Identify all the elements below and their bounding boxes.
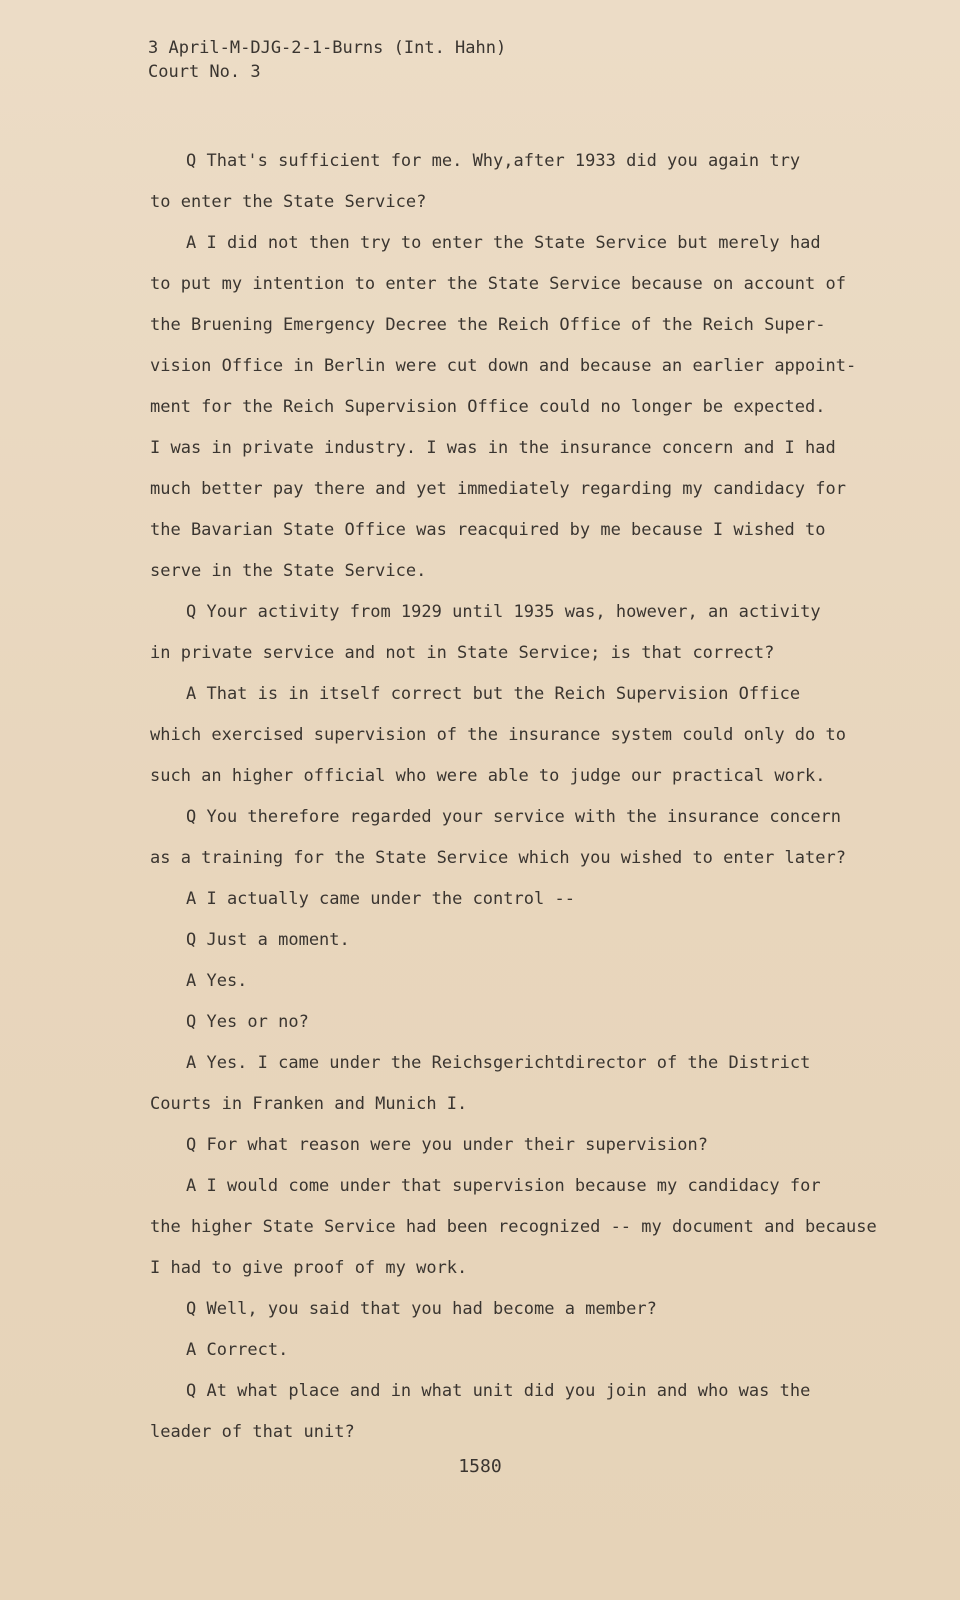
transcript-line: as a training for the State Service which you wished to enter later? [150, 848, 846, 868]
transcript-line: the Bruening Emergency Decree the Reich Office of the Reich Super- [150, 315, 826, 335]
transcript-line: Q Your activity from 1929 until 1935 was, however, an activity [186, 602, 821, 622]
transcript-line: which exercised supervision of the insurance system could only do to [150, 725, 846, 745]
document-header [148, 36, 506, 84]
transcript-line: in private service and not in State Service; is that correct? [150, 643, 775, 663]
transcript-line: Q You therefore regarded your service with the insurance concern [186, 807, 842, 827]
transcript-line: I was in private industry. I was in the insurance concern and I had [150, 438, 836, 458]
transcript-line: to put my intention to enter the State Service because on account of [150, 274, 846, 294]
transcript-line: Courts in Franken and Munich I. [150, 1094, 468, 1114]
transcript-line: I had to give proof of my work. [150, 1258, 468, 1278]
transcript-line: the Bavarian State Office was reacquired by me because I wished to [150, 520, 826, 540]
transcript-line: Q Well, you said that you had become a member? [186, 1299, 657, 1319]
transcript-line: Q Just a moment. [186, 930, 350, 950]
transcript-line: leader of that unit? [150, 1422, 355, 1442]
transcript-line: much better pay there and yet immediately regarding my candidacy for [150, 479, 846, 499]
transcript-line: serve in the State Service. [150, 561, 427, 581]
transcript-line: vision Office in Berlin were cut down and because an earlier appoint- [150, 356, 857, 376]
page-number: 1580 [458, 1456, 502, 1477]
transcript-line: Q At what place and in what unit did you join and who was the [186, 1381, 811, 1401]
transcript-line: Q For what reason were you under their supervision? [186, 1135, 708, 1155]
transcript-line: ment for the Reich Supervision Office could no longer be expected. [150, 397, 826, 417]
transcript-line: Q That's sufficient for me. Why,after 1933 did you again try [186, 151, 801, 171]
transcript-line: A That is in itself correct but the Reich Supervision Office [186, 684, 801, 704]
transcript-line: A Yes. I came under the Reichsgerichtdirector of the District [186, 1053, 811, 1073]
transcript-line: A Correct. [186, 1340, 289, 1360]
header-court: Court No. 3 [148, 62, 261, 82]
transcript-line: Q Yes or no? [186, 1012, 309, 1032]
transcript-line: A I would come under that supervision because my candidacy for [186, 1176, 821, 1196]
transcript-line: such an higher official who were able to judge our practical work. [150, 766, 826, 786]
transcript-line: the higher State Service had been recognized -- my document and because [150, 1217, 877, 1237]
transcript-line: A I actually came under the control -- [186, 889, 575, 909]
header-reference: 3 April-M-DJG-2-1-Burns (Int. Hahn) [148, 38, 507, 58]
transcript-line: to enter the State Service? [150, 192, 427, 212]
transcript-line: A I did not then try to enter the State Service but merely had [186, 233, 821, 253]
transcript-line: A Yes. [186, 971, 248, 991]
